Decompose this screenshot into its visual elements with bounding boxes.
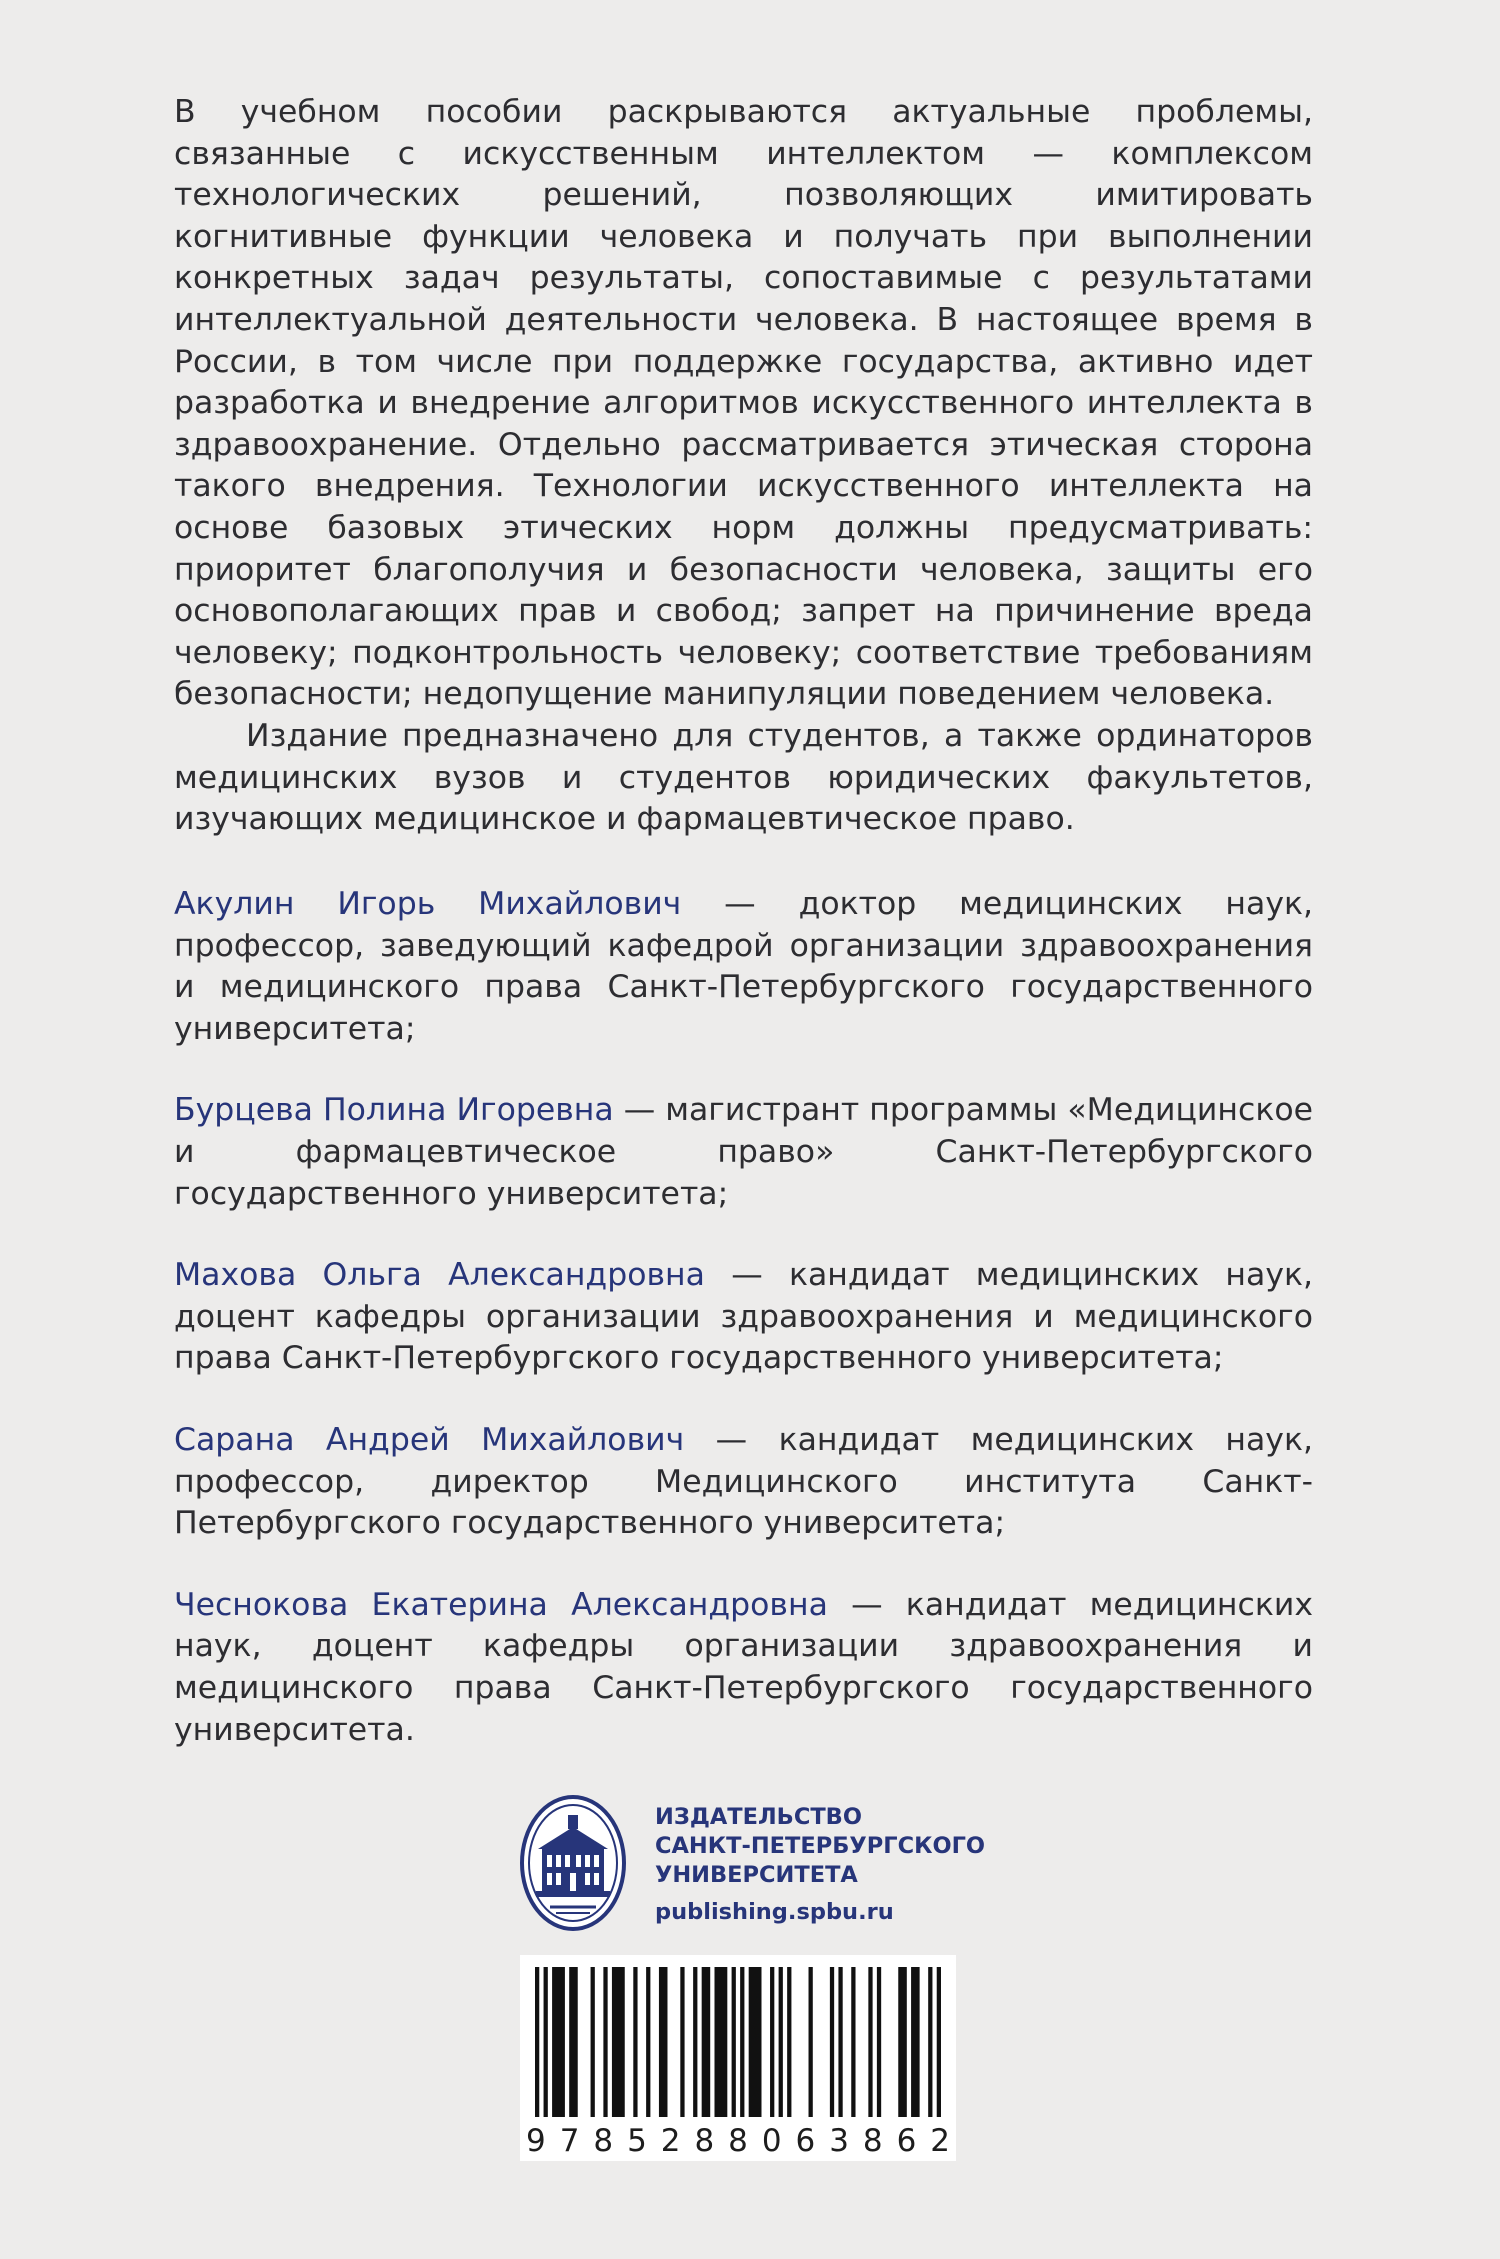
barcode-bar	[770, 1967, 774, 2117]
isbn-digit: 8	[694, 2123, 715, 2159]
publisher-line: САНКТ-ПЕТЕРБУРГСКОГО	[655, 1833, 986, 1859]
barcode-bar	[714, 1967, 727, 2117]
barcode-bar	[851, 1967, 855, 2117]
isbn-digit: 8	[862, 2123, 883, 2159]
barcode-bar	[544, 1967, 548, 2117]
annotation-paragraph: В учебном пособии раскрываются актуальные проблемы, связанные с искусственным интеллектом — комплексом технологических решений, позволяющих имитировать когнитивные функции человека и получать при выполнении конкретных задач результаты, сопоставимые с результатами интеллектуальной деятельности человека. В настоящее время в России, в том числе при поддержке государства, активно идет разработка и внедрение алгоритмов искусственного интеллекта в здравоохранение. Отдельно рассматривается этическая сторона такого внедрения. Технологии искусственного интеллекта на основе базовых этических норм должны предусматривать: приоритет благополучия и безопасности человека, защиты его основополагающих прав и свобод; запрет на причинение вреда человеку; подконтрольность человеку; соответствие требованиям безопасности; недопущение манипуляции поведением человека.	[174, 94, 1313, 713]
isbn-digit: 6	[896, 2123, 917, 2159]
author-entry	[174, 1255, 1313, 1380]
publisher-url: publishing.spbu.ru	[655, 1899, 894, 1925]
publisher-line: ИЗДАТЕЛЬСТВО	[655, 1804, 862, 1830]
annotation-block	[174, 92, 1313, 841]
barcode-bar	[877, 1967, 881, 2117]
isbn-digit: 7	[559, 2123, 580, 2159]
author-name: Бурцева Полина Игоревна	[174, 1092, 614, 1129]
isbn-digit: 0	[761, 2123, 782, 2159]
isbn-barcode	[520, 1955, 956, 2161]
author-name: Чеснокова Екатерина Александровна	[174, 1586, 828, 1623]
barcode-bar	[749, 1967, 762, 2117]
barcode-bar	[928, 1967, 932, 2117]
barcode-bar	[612, 1967, 625, 2117]
isbn-digit: 9	[526, 2123, 546, 2159]
publisher-line: УНИВЕРСИТЕТА	[655, 1862, 858, 1888]
barcode-bar	[779, 1967, 783, 2117]
isbn-digit: 3	[829, 2123, 849, 2159]
publisher-name	[655, 1803, 985, 1927]
barcode-bar	[702, 1967, 711, 2117]
author-name: Акулин Игорь Михайлович	[174, 886, 682, 922]
author-description: — кандидат медицинских наук, доцент кафедры организации здравоохранения и медицинского права Санкт-Петербургского государственного университета.	[174, 1586, 1313, 1748]
author-name: Махова Ольга Александровна	[174, 1257, 705, 1294]
barcode-bar	[680, 1967, 684, 2117]
isbn-digit: 8	[593, 2123, 614, 2159]
barcode-bar	[830, 1967, 834, 2117]
isbn-digit: 5	[627, 2123, 647, 2159]
isbn-digit: 2	[660, 2123, 681, 2159]
author-description: — кандидат медицинских наук, профессор, директор Медицинского института Санкт-Петербургского государственного университета;	[174, 1421, 1313, 1542]
barcode-bar	[838, 1967, 842, 2117]
barcode-bar	[787, 1967, 791, 2117]
barcode-bar	[659, 1967, 668, 2117]
barcode-bar	[569, 1967, 578, 2117]
author-entry	[174, 1090, 1313, 1215]
barcode-bar	[732, 1967, 736, 2117]
isbn-digit: 6	[795, 2123, 816, 2159]
barcode-bar	[868, 1967, 872, 2117]
barcode-bar	[809, 1967, 813, 2117]
author-description: — кандидат медицинских наук, доцент кафедры организации здравоохранения и медицинского права Санкт-Петербургского государственного университета;	[174, 1257, 1313, 1377]
isbn-digit: 8	[728, 2123, 748, 2159]
barcode-bar	[646, 1967, 650, 2117]
author-entry	[174, 1585, 1313, 1751]
barcode-bars	[535, 1967, 941, 2117]
annotation-paragraph: Издание предназначено для студентов, а также ординаторов медицинских вузов и студентов юридических факультетов, изучающих медицинское и фармацевтическое право.	[174, 717, 1313, 838]
barcode-bar	[911, 1967, 920, 2117]
barcode-bar	[898, 1967, 907, 2117]
author-entry	[174, 1420, 1313, 1545]
barcode-bar	[603, 1967, 607, 2117]
author-name: Сарана Андрей Михайлович	[174, 1421, 685, 1458]
barcode-bar	[740, 1967, 744, 2117]
barcode-bar	[937, 1967, 941, 2117]
isbn-digit: 2	[930, 2123, 950, 2159]
isbn-number	[526, 2123, 950, 2159]
author-description: — доктор медицинских наук, профессор, заведующий кафедрой организации здравоохранения и медицинского права Санкт-Петербургского государственного университета;	[174, 886, 1313, 1047]
barcode-bar	[591, 1967, 595, 2117]
barcode-bar	[552, 1967, 565, 2117]
author-description: — магистрант программы «Медицинское и фармацевтическое право» Санкт-Петербургского государственного университета;	[174, 1092, 1313, 1212]
authors-list	[174, 884, 1313, 1791]
author-entry	[174, 884, 1313, 1050]
publisher-block	[520, 1795, 1080, 1935]
barcode-bar	[535, 1967, 539, 2117]
university-seal-icon	[520, 1795, 626, 1931]
barcode-bar	[693, 1967, 697, 2117]
barcode-bar	[633, 1967, 637, 2117]
